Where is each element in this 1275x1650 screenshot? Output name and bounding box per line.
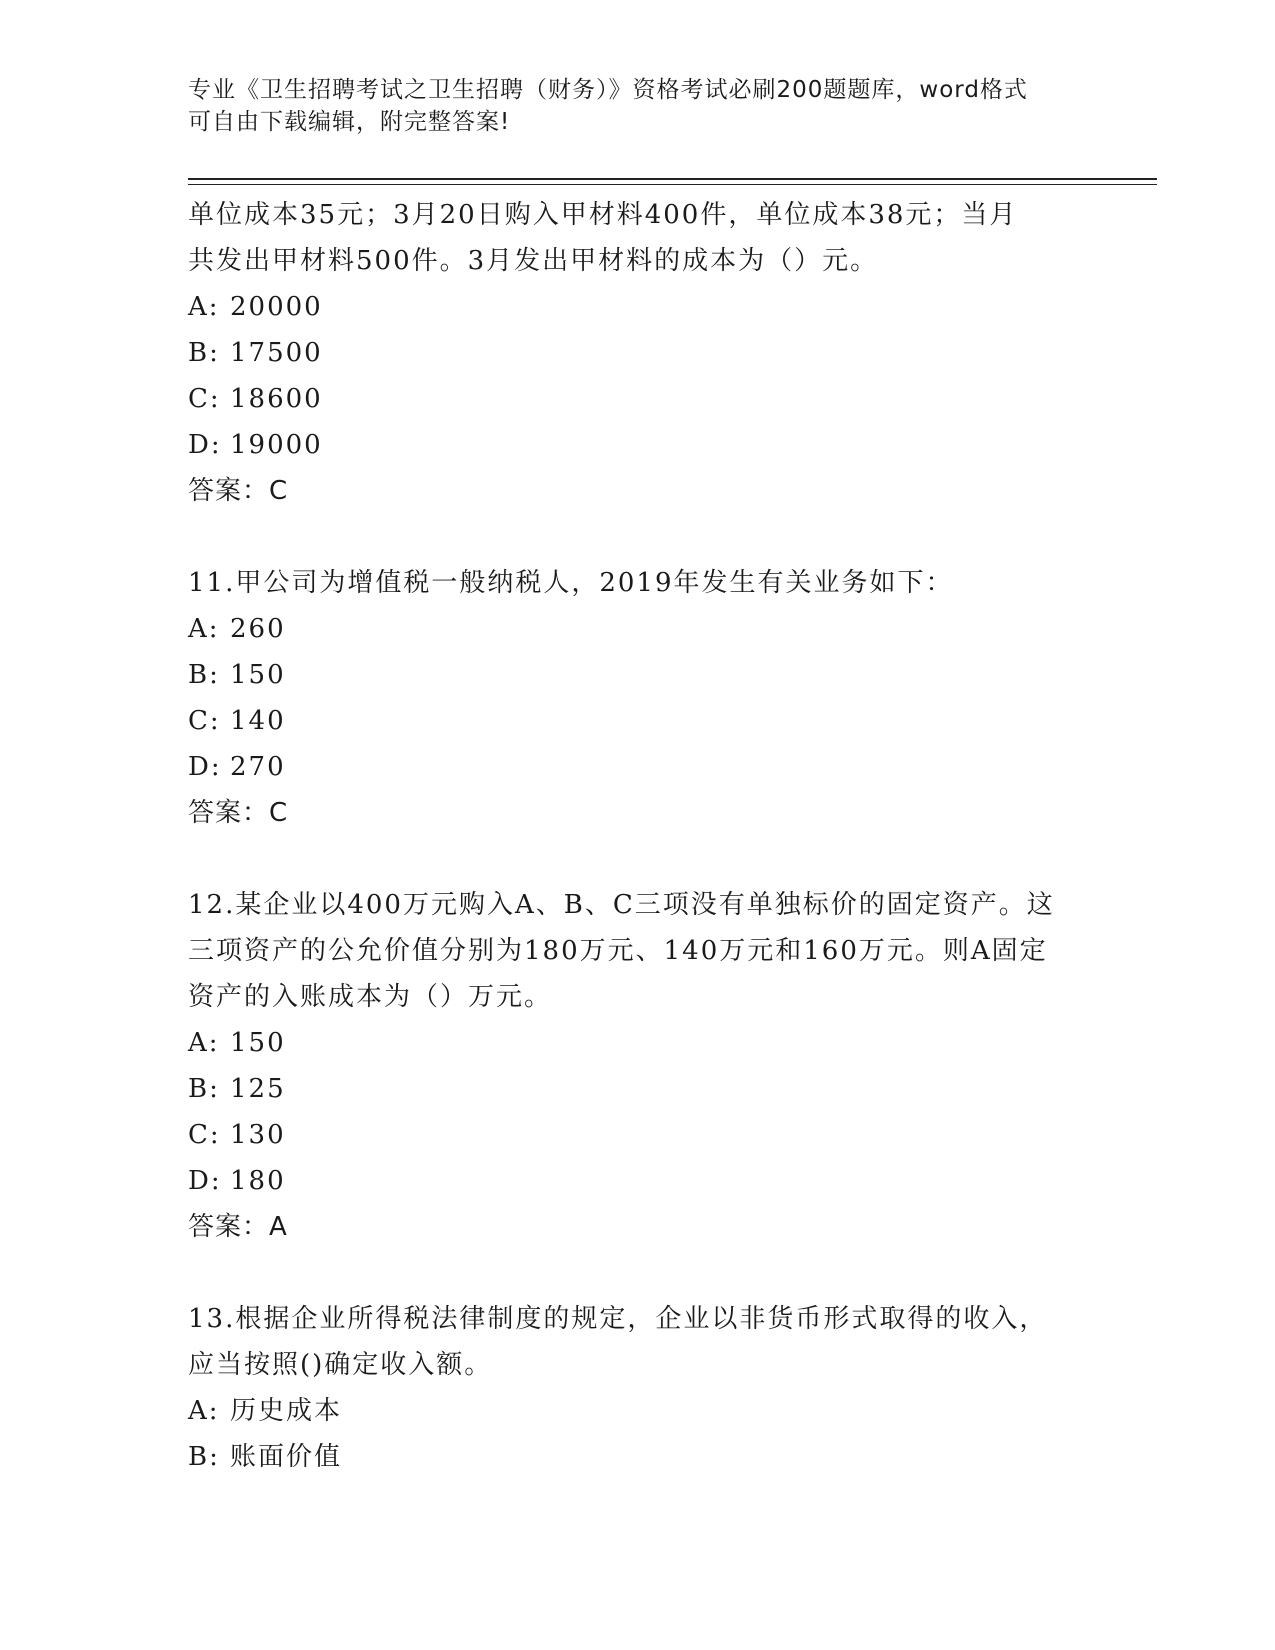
option-text: 18600	[230, 384, 323, 414]
option-text: 270	[230, 752, 286, 782]
header-rule-thin	[188, 184, 1157, 185]
document-header	[188, 74, 1088, 138]
answer-line: 答案：C	[188, 476, 289, 506]
question-stem-line: 三项资产的公允价值分别为180万元、140万元和160万元。则A固定	[188, 936, 1048, 966]
spacer	[188, 514, 1088, 560]
option-text: 260	[230, 614, 286, 644]
question-block	[188, 882, 1088, 1250]
option-text: 20000	[230, 292, 323, 322]
question-stem-line: 11.甲公司为增值税一般纳税人，2019年发生有关业务如下：	[188, 568, 954, 598]
option-text: 125	[230, 1074, 286, 1104]
option-a	[188, 284, 1088, 330]
option-letter: A:	[188, 1028, 220, 1058]
option-a	[188, 606, 1088, 652]
option-letter: B:	[188, 1074, 220, 1104]
option-text: 历史成本	[230, 1396, 343, 1426]
question-stem-line: 13.根据企业所得税法律制度的规定，企业以非货币形式取得的收入，	[188, 1304, 1048, 1334]
option-text: 账面价值	[230, 1442, 343, 1472]
option-text: 180	[230, 1166, 286, 1196]
option-d	[188, 422, 1088, 468]
question-stem-line: 应当按照()确定收入额。	[188, 1350, 493, 1380]
option-letter: A:	[188, 1396, 220, 1426]
question-stem-line: 12.某企业以400万元购入A、B、C三项没有单独标价的固定资产。这	[188, 890, 1055, 920]
answer-line: 答案：A	[188, 1212, 288, 1242]
header-rule-thick	[188, 178, 1157, 180]
option-a	[188, 1388, 1088, 1434]
option-letter: B:	[188, 660, 220, 690]
option-text: 130	[230, 1120, 286, 1150]
question-block	[188, 1296, 1088, 1480]
option-letter: A:	[188, 292, 220, 322]
option-b	[188, 1066, 1088, 1112]
option-text: 150	[230, 660, 286, 690]
header-line-2: 可自由下载编辑，附完整答案!	[188, 109, 511, 135]
option-letter: C:	[188, 1120, 221, 1150]
option-letter: B:	[188, 1442, 220, 1472]
option-letter: C:	[188, 706, 221, 736]
spacer	[188, 1250, 1088, 1296]
option-text: 19000	[230, 430, 323, 460]
option-a	[188, 1020, 1088, 1066]
option-letter: D:	[188, 430, 222, 460]
option-text: 150	[230, 1028, 286, 1058]
option-c	[188, 698, 1088, 744]
option-b	[188, 652, 1088, 698]
question-stem-line: 共发出甲材料500件。3月发出甲材料的成本为（）元。	[188, 246, 879, 276]
option-d	[188, 1158, 1088, 1204]
option-letter: D:	[188, 752, 222, 782]
option-d	[188, 744, 1088, 790]
question-block	[188, 560, 1088, 836]
option-b	[188, 330, 1088, 376]
option-b	[188, 1434, 1088, 1480]
option-text: 140	[230, 706, 286, 736]
option-letter: C:	[188, 384, 221, 414]
option-c	[188, 376, 1088, 422]
option-letter: B:	[188, 338, 220, 368]
option-letter: D:	[188, 1166, 222, 1196]
question-block	[188, 192, 1088, 514]
header-line-1: 专业《卫生招聘考试之卫生招聘（财务）》资格考试必刷200题题库，word格式	[188, 77, 1028, 103]
answer-line: 答案：C	[188, 798, 289, 828]
option-letter: A:	[188, 614, 220, 644]
spacer	[188, 836, 1088, 882]
question-stem-line: 单位成本35元；3月20日购入甲材料400件，单位成本38元；当月	[188, 200, 1018, 230]
option-text: 17500	[230, 338, 323, 368]
option-c	[188, 1112, 1088, 1158]
question-list	[188, 192, 1088, 1480]
question-stem-line: 资产的入账成本为（）万元。	[188, 982, 553, 1012]
